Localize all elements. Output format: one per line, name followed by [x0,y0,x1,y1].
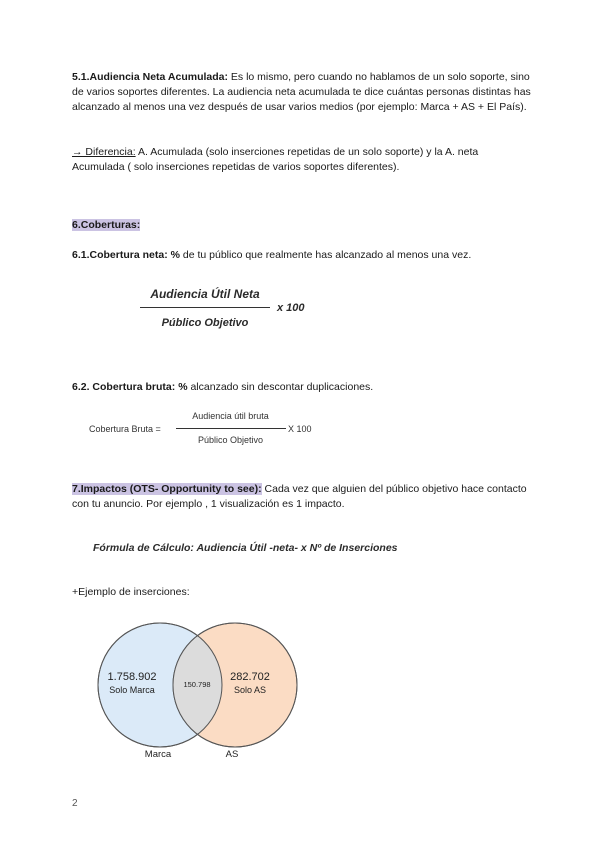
formula2-lhs: Cobertura Bruta = [89,424,161,434]
venn-left-label: Solo Marca [109,685,155,695]
difference-paragraph [72,145,532,175]
formula2-denominator: Público Objetivo [197,435,264,445]
section-5-1-title: 5.1.Audiencia Neta Acumulada: [72,71,228,83]
formula2-fraction-line [176,428,286,429]
venn-overlap-value: 150.798 [183,680,211,689]
section-6-1-body: de tu público que realmente has alcanzado al menos una vez. [179,249,472,261]
percent-sign: % [167,249,180,261]
section-7 [72,482,532,512]
section-5-1-body: Es lo mismo, pero cuando no hablamos de un solo soporte, sino de varios soportes diferentes. La audiencia neta acumulada te dice cuántas personas distintas has alcanzado al menos una vez después de usar varios medios (por ejemplo: Marca + AS + El País). [72,71,531,113]
difference-label: → Diferencia: [72,146,136,158]
section-7-body: Cada vez que alguien del público objetivo hace contacto con tu anuncio. Por ejemplo , 1 visualización es 1 impacto. [72,483,527,510]
section-6-2-title: 6.2. Cobertura bruta: [72,381,176,393]
venn-right-value: 282.702 [230,671,270,683]
page-number: 2 [72,798,78,809]
venn-diagram [90,610,320,765]
section-6-heading-row [72,218,532,233]
difference-body: A. Acumulada (solo inserciones repetidas de un solo soporte) y la A. neta Acumulada ( solo inserciones repetidas de varios soportes diferentes). [72,146,479,173]
formula1-numerator: Audiencia Útil Neta [150,287,260,301]
venn-caption-as: AS [225,749,239,760]
section-5-1 [72,70,532,115]
impact-formula: Fórmula de Cálculo: Audiencia Útil -neta- x Nº de Inserciones [93,542,398,554]
section-7-heading: 7.Impactos (OTS- Opportunity to see): [72,483,262,495]
section-6-2-body: alcanzado sin descontar duplicaciones. [187,381,374,393]
section-6-heading: 6.Coberturas: [72,219,141,231]
formula2-multiplier: X 100 [288,424,312,434]
section-6-2 [72,380,532,395]
percent-sign: % [175,381,188,393]
formula1-fraction-line [140,307,270,308]
formula2-numerator: Audiencia útil bruta [192,411,269,421]
example-label: +Ejemplo de inserciones: [72,586,190,598]
formula1-multiplier: x 100 [277,302,305,314]
venn-caption-marca: Marca [144,749,172,760]
venn-right-label: Solo AS [233,685,267,695]
section-6-1 [72,248,532,263]
formula1-denominator: Público Objetivo [161,317,249,329]
venn-left-value: 1.758.902 [107,671,157,683]
section-6-1-title: 6.1.Cobertura neta: [72,249,168,261]
